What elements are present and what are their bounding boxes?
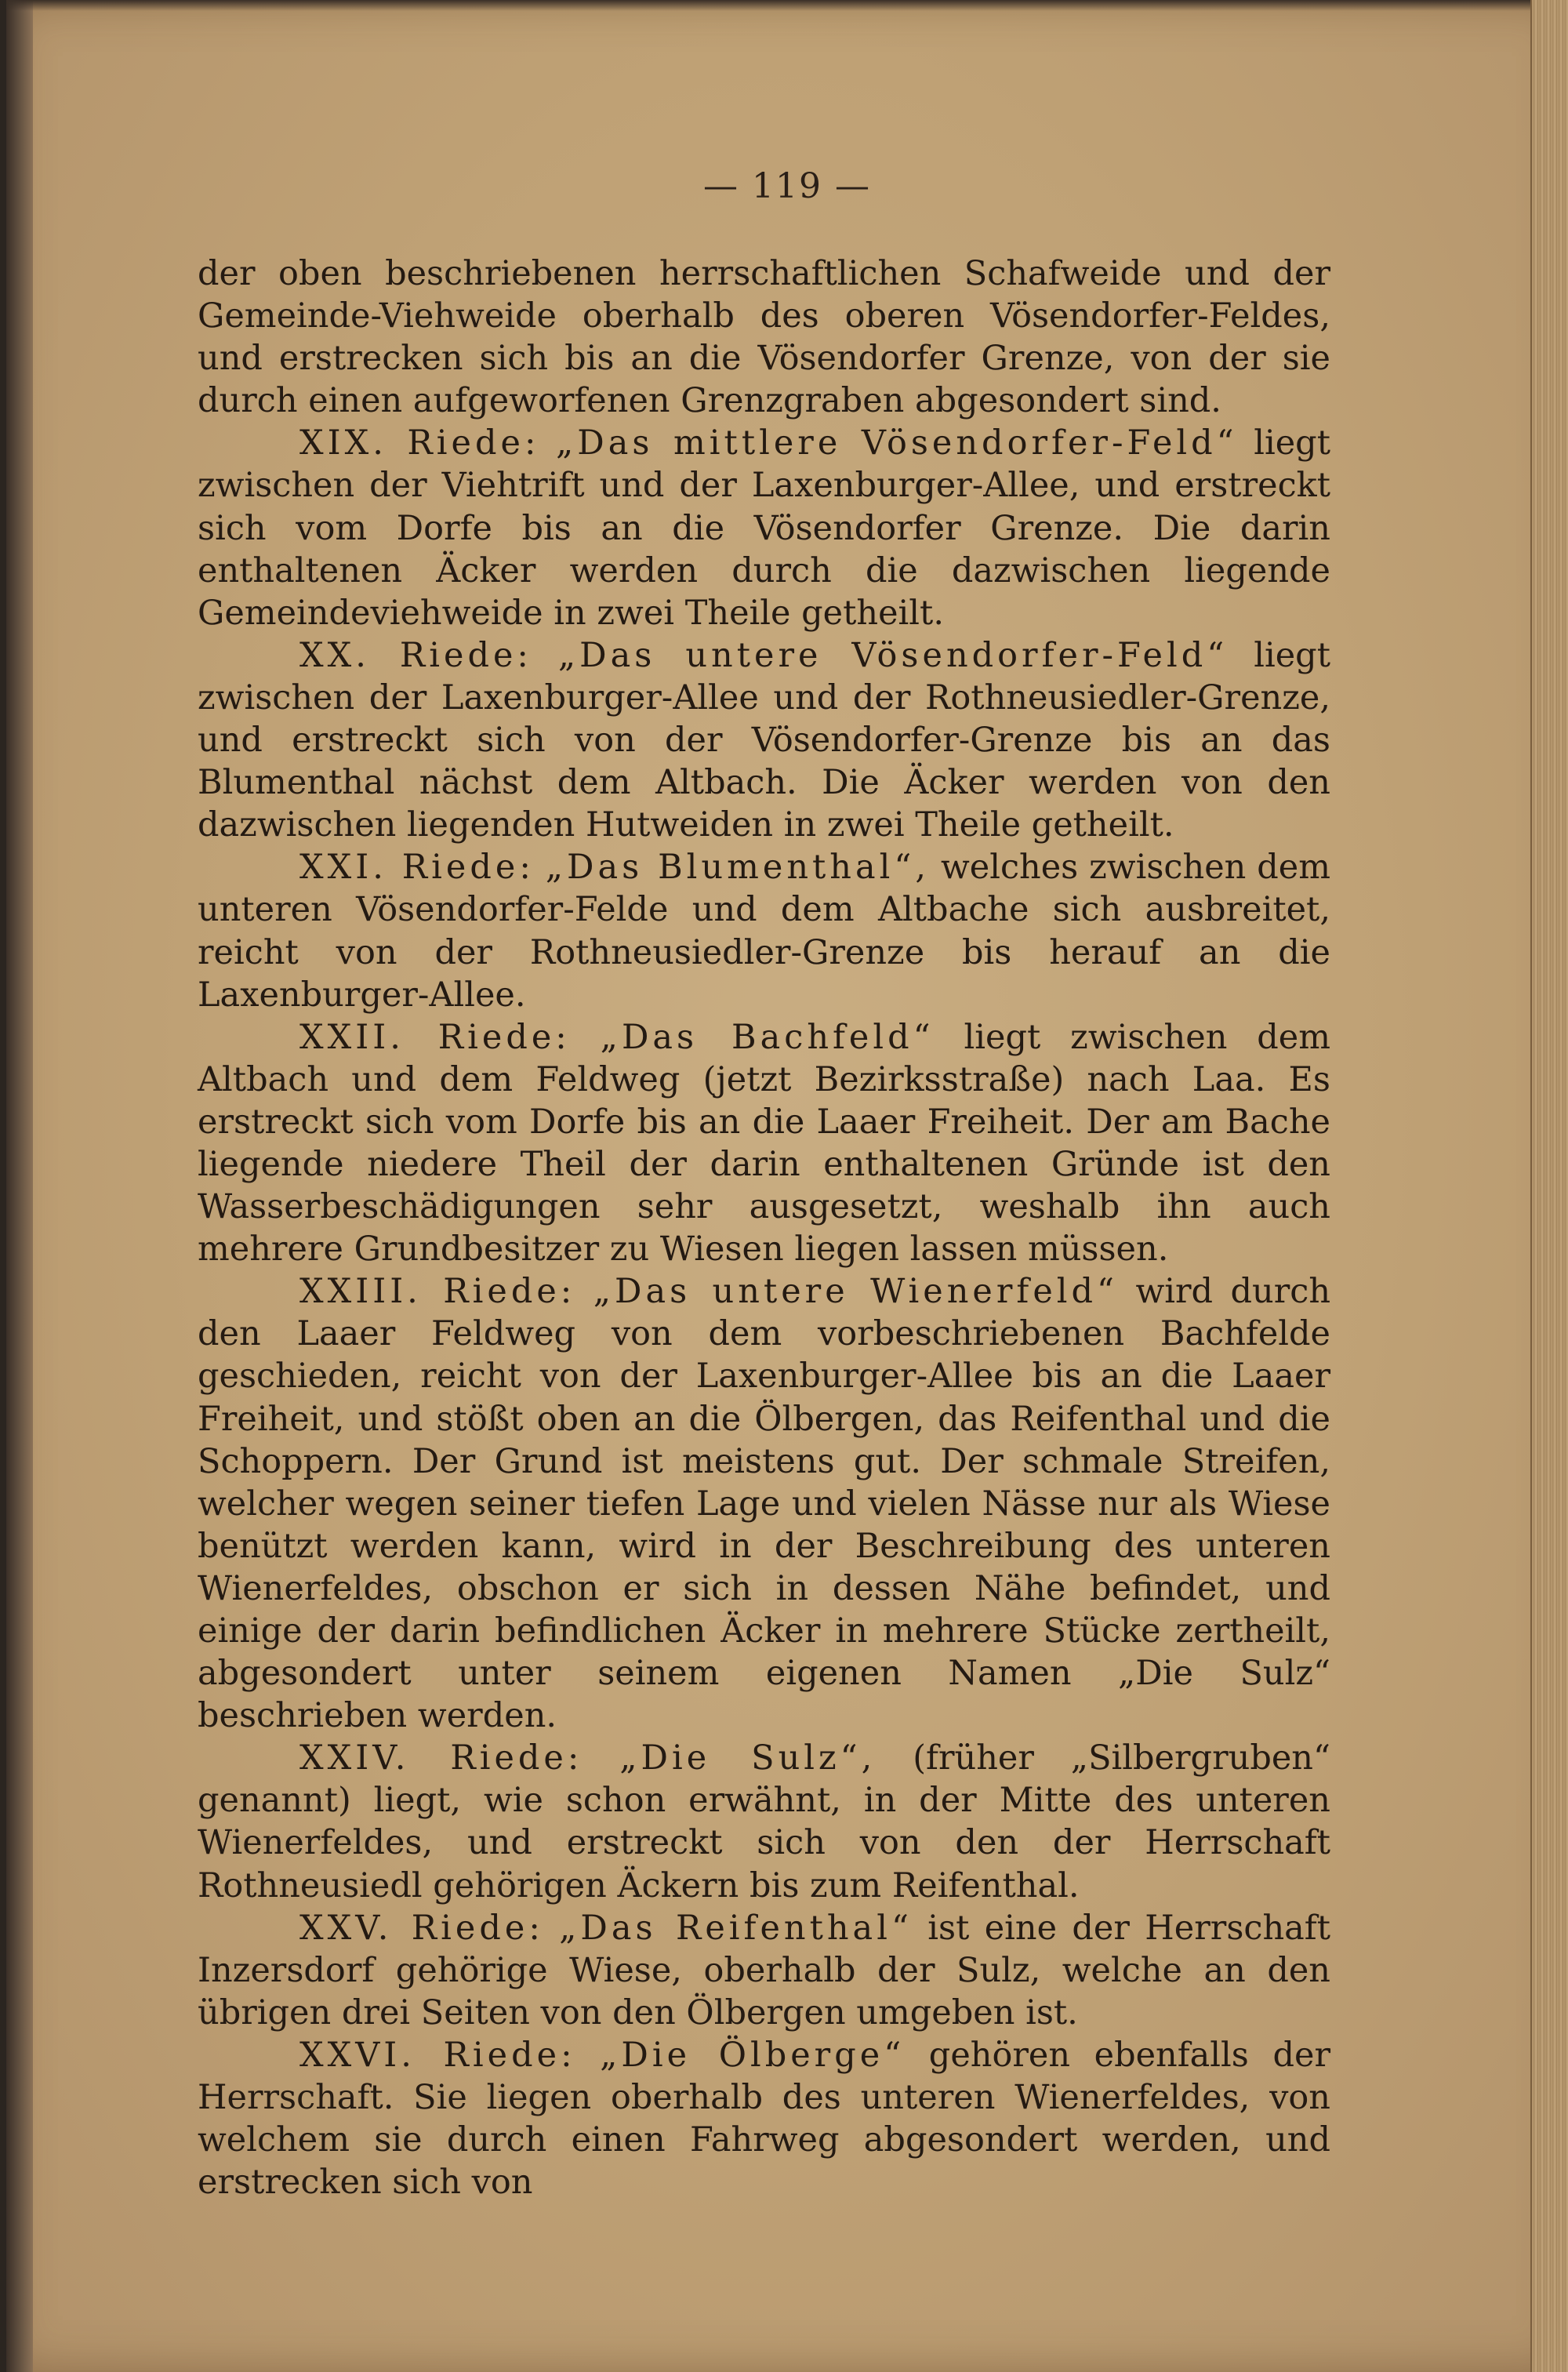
riede-name: „Die Ölberge“	[600, 2035, 906, 2075]
paragraph-text: ist eine der Herrschaft Inzersdorf gehörige Wiese, oberhalb der Sulz, welche an den übrigen drei Seiten von den Ölbergen umgeben ist.	[198, 1908, 1330, 2032]
riede-number: XXI. Riede:	[299, 848, 535, 888]
paragraph-riede-22	[198, 1016, 1330, 1271]
riede-name: „Das Bachfeld“	[600, 1017, 935, 1057]
paragraph-riede-21	[198, 846, 1330, 1015]
riede-name: „Die Sulz“,	[619, 1738, 877, 1778]
paragraph-text: gehören ebenfalls der Herrschaft. Sie liegen oberhalb des unteren Wienerfeldes, von welchem sie durch einen Fahrweg abgesondert werden, und erstrecken sich von	[198, 2035, 1330, 2203]
riede-number: XIX. Riede:	[299, 423, 540, 463]
paragraph-text: liegt zwischen der Viehtrift und der Laxenburger-Allee, und erstreckt sich vom Dorfe bis an die Vösendorfer Grenze. Die darin enthaltenen Äcker werden durch die dazwischen liegende Gemeindeviehweide in zwei Theile getheilt.	[198, 423, 1330, 633]
paragraph-riede-20	[198, 634, 1330, 846]
paragraph-riede-19	[198, 422, 1330, 634]
riede-number: XXV. Riede:	[299, 1908, 544, 1948]
paragraph-riede-25	[198, 1907, 1330, 2034]
paragraph-text: liegt zwischen der Laxenburger-Allee und der Rothneusiedler-Grenze, und erstreckt sich von der Vösendorfer-Grenze bis an das Blumenthal nächst dem Altbach. Die Äcker werden von den dazwischen liegenden Hutweiden in zwei Theile getheilt.	[198, 635, 1330, 845]
book-page	[6, 0, 1568, 2372]
paragraph-riede-23	[198, 1270, 1330, 1737]
page-number: — 119 —	[703, 166, 871, 206]
paragraph-text: der oben beschriebenen herrschaftlichen Schafweide und der Gemeinde-Viehweide oberhalb des oberen Vösendorfer-Feldes, und erstrecken sich bis an die Vösendorfer Grenze, von der sie durch einen aufgeworfenen Grenzgraben abgesondert sind.	[198, 254, 1330, 421]
riede-number: XXIV. Riede:	[299, 1738, 583, 1778]
paragraph-text: (früher „Silbergruben“ genannt) liegt, wie schon erwähnt, in der Mitte des unteren Wienerfeldes, und erstreckt sich von den der Herrschaft Rothneusiedl gehörigen Äckern bis zum Reifenthal.	[198, 1738, 1330, 1905]
paragraph-riede-26	[198, 2034, 1330, 2203]
paragraph-text: wird durch den Laaer Feldweg von dem vorbeschriebenen Bachfelde geschieden, reicht von der Laxenburger-Allee bis an die Laaer Freiheit, und stößt oben an die Ölbergen, das Reifenthal und die Schoppern. Der Grund ist meistens gut. Der schmale Streifen, welcher wegen seiner tiefen Lage und vielen Nässe nur als Wiese benützt werden kann, wird in der Beschreibung des unteren Wienerfeldes, obschon er sich in dessen Nähe befindet, und einige der darin befindlichen Äcker in mehrere Stücke zertheilt, abgesondert unter seinem eigenen Namen „Die Sulz“ beschrieben werden.	[198, 1272, 1331, 1736]
riede-name: „Das mittlere Vösendorfer-Feld“	[556, 423, 1238, 463]
riede-number: XXII. Riede:	[299, 1017, 571, 1057]
riede-name: „Das Blumenthal“,	[545, 848, 931, 888]
riede-number: XXIII. Riede:	[299, 1272, 576, 1312]
paragraph-riede-24	[198, 1737, 1330, 1906]
riede-name: „Das untere Vösendorfer-Feld“	[557, 635, 1229, 675]
riede-number: XXVI. Riede:	[299, 2035, 576, 2075]
riede-number: XX. Riede:	[299, 635, 532, 675]
paragraph-text: liegt zwischen dem Altbach und dem Feldweg (jetzt Bezirksstraße) nach Laa. Es erstreckt sich vom Dorfe bis an die Laaer Freiheit. Der am Bache liegende niedere Theil der darin enthaltenen Gründe ist den Wasserbeschädigungen sehr ausgesetzt, weshalb ihn auch mehrere Grundbesitzer zu Wiesen liegen lassen müssen.	[198, 1017, 1331, 1270]
riede-name: „Das untere Wienerfeld“	[593, 1272, 1119, 1312]
riede-name: „Das Reifenthal“	[559, 1908, 913, 1948]
paragraph-continuation	[198, 252, 1330, 422]
page-stack-edge	[1530, 0, 1568, 2372]
paragraph-text: welches zwischen dem unteren Vösendorfer-Felde und dem Altbache sich ausbreitet, reicht von der Rothneusiedler-Grenze bis herauf an die Laxenburger-Allee.	[198, 848, 1330, 1015]
body-text	[198, 252, 1330, 2203]
book-spine-shadow	[6, 0, 33, 2372]
page-top-shadow	[6, 0, 1568, 11]
